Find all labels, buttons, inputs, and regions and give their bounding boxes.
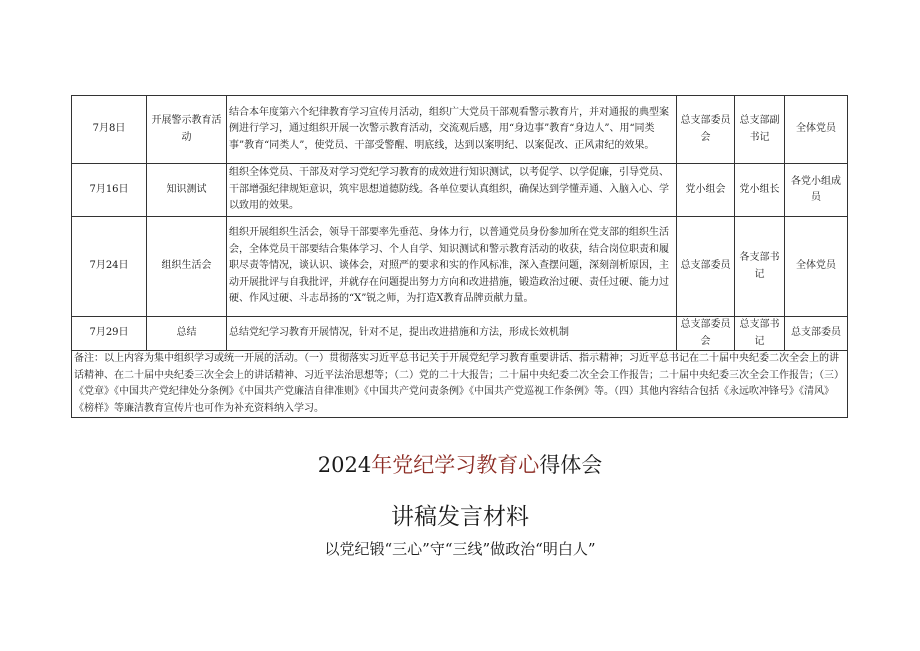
row-content: 总结党纪学习教育开展情况，针对不足，提出改进措施和方法，形成长效机制 xyxy=(227,317,677,351)
row-date: 7月16日 xyxy=(72,164,147,217)
row-date: 7月8日 xyxy=(72,96,147,164)
table-note-row xyxy=(72,351,848,418)
row-leader: 各支部书记 xyxy=(735,217,785,317)
row-activity: 开展警示教育活动 xyxy=(147,96,227,164)
title-accent-text: 年党纪学习教育心 xyxy=(371,453,540,477)
title-tail-text: 得体会 xyxy=(539,453,603,477)
row-content: 结合本年度第六个纪律教育学习宣传月活动，组织广大党员干部观看警示教育片，并对通报的典型案例进行学习，通过组织开展一次警示教育活动，交流观后感，用“身边事”教育“身边人”、用“同类事”教育“同类人”，使党员、干部受警醒、明底线，达到以案明纪、以案促改、正风肃纪的效果。 xyxy=(227,96,677,164)
row-content: 组织全体党员、干部及对学习党纪学习教育的成效进行知识测试，以考促学、以学促廉，引导党员、干部增强纪律规矩意识，筑牢思想道德防线。各单位要认真组织，确保达到学懂弄通、入脑入心、学以致用的效果。 xyxy=(227,164,677,217)
row-activity: 组织生活会 xyxy=(147,217,227,317)
row-participants: 全体党员 xyxy=(785,96,848,164)
table-row xyxy=(72,217,848,317)
main-title xyxy=(0,452,920,478)
table-row xyxy=(72,96,848,164)
study-schedule-table xyxy=(71,95,848,418)
subtitle: 以党纪锻“三心”守“三线”做政治“明白人” xyxy=(324,540,596,558)
row-participants: 总支部委员 xyxy=(785,317,848,351)
row-leader: 党小组长 xyxy=(735,164,785,217)
row-organizer: 总支部委员 xyxy=(677,217,735,317)
row-organizer: 总支部委员会 xyxy=(677,317,735,351)
row-activity: 知识测试 xyxy=(147,164,227,217)
title-year: 2024 xyxy=(317,453,372,477)
row-date: 7月29日 xyxy=(72,317,147,351)
row-participants: 各党小组成员 xyxy=(785,164,848,217)
row-participants: 全体党员 xyxy=(785,217,848,317)
row-date: 7月24日 xyxy=(72,217,147,317)
row-activity: 总结 xyxy=(147,317,227,351)
row-organizer: 党小组会 xyxy=(677,164,735,217)
row-organizer: 总支部委员会 xyxy=(677,96,735,164)
row-leader: 总支部副书记 xyxy=(735,96,785,164)
table-note: 备注：以上内容为集中组织学习或统一开展的活动。（一）贯彻落实习近平总书记关于开展党纪学习教育重要讲话、指示精神；习近平总书记在二十届中央纪委二次全会上的讲话精神、在二十届中央纪委三次全会上的讲话精神、习近平法治思想等；（二）党的二十大报告；二十届中央纪委二次全会工作报告；二十届中央纪委三次全会工作报告；（三）《党章》《中国共产党纪律处分条例》《中国共产党廉洁自律准则》《中国共产党问责条例》《中国共产党巡视工作条例》等。（四）其他内容结合包括《永远吹冲锋号》《清风》《榜样》等廉洁教育宣传片也可作为补充资料纳入学习。 xyxy=(72,351,848,418)
row-content: 组织开展组织生活会，领导干部要率先垂范、身体力行，以普通党员身份参加所在党支部的组织生活会，全体党员干部要结合集体学习、个人自学、知识测试和警示教育活动的收获，结合岗位职责和履职尽责等情况，谈认识、谈体会，对照严的要求和实的作风标准，深入查摆问题，深刻剖析原因，主动开展批评与自我批评，并就存在问题提出努力方向和改进措施，锻造政治过硬、责任过硬、能力过硬、作风过硬、斗志昂扬的“X”锐之师，为打造X教育品牌贡献力量。 xyxy=(227,217,677,317)
table-row xyxy=(72,164,848,217)
row-leader: 总支部书记 xyxy=(735,317,785,351)
table-row xyxy=(72,317,848,351)
title-second-line: 讲稿发言材料 xyxy=(391,504,529,530)
